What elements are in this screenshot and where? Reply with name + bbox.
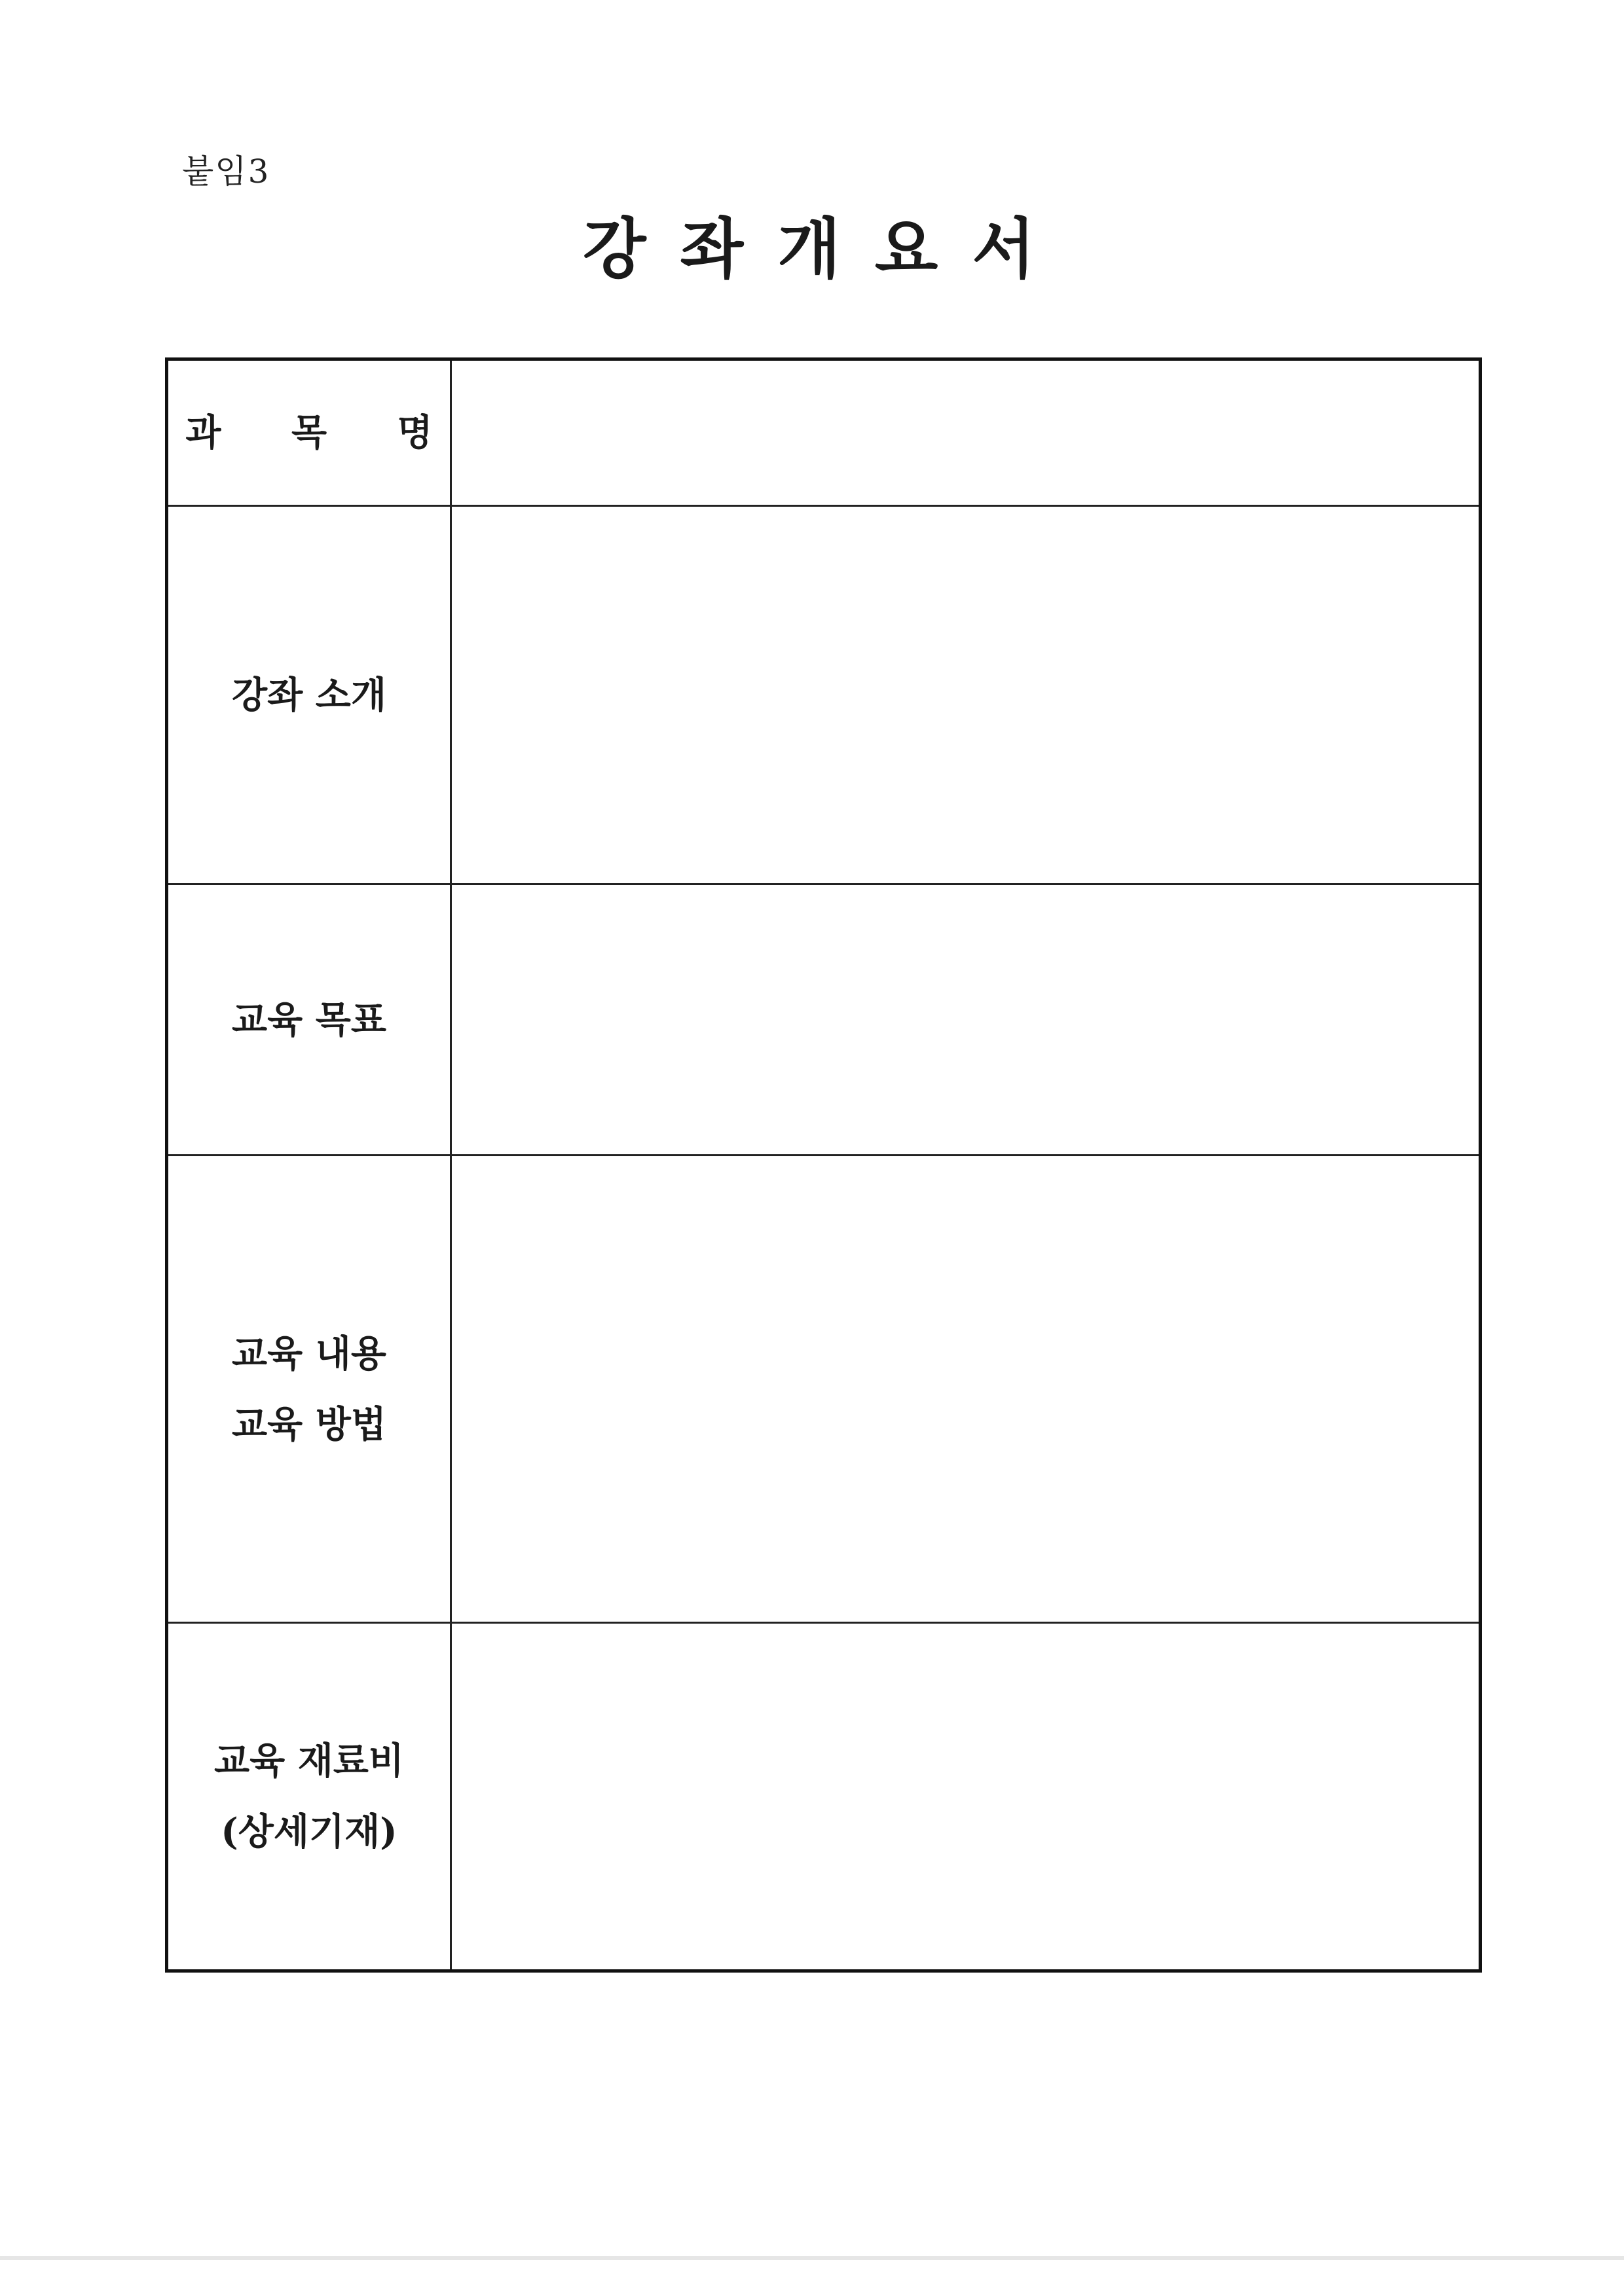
subject-name-label	[167, 359, 462, 506]
method-label-text: 교육 방법	[232, 1402, 386, 1446]
course-intro-field[interactable]	[451, 506, 1481, 884]
material-cost-field[interactable]	[451, 1623, 1481, 1971]
course-intro-label-text: 강좌 소개	[232, 673, 386, 717]
education-goal-label-text: 교육 목표	[232, 998, 386, 1042]
subject-name-field[interactable]	[451, 359, 1481, 506]
education-goal-field[interactable]	[451, 884, 1481, 1156]
document-title: 강좌개요서	[583, 210, 1069, 287]
education-goal-label	[167, 884, 451, 1156]
material-cost-label-text: 교육 재료비	[214, 1740, 404, 1783]
attachment-label: 붙임3	[182, 153, 270, 191]
course-intro-label	[167, 506, 451, 884]
course-summary-form	[165, 357, 1482, 1973]
scan-edge-line	[0, 2256, 1624, 2260]
material-cost-label	[167, 1623, 451, 1971]
form-row-course-intro	[167, 506, 1481, 884]
form-row-content-method	[167, 1156, 1481, 1623]
material-cost-detail-text: (상세기재)	[221, 1810, 397, 1853]
content-label-text: 교육 내용	[232, 1332, 386, 1376]
content-method-field[interactable]	[451, 1156, 1481, 1623]
content-method-label	[167, 1156, 451, 1623]
form-row-subject-name	[167, 359, 1481, 506]
form-row-material-cost	[167, 1623, 1481, 1971]
subject-name-label-text: 과 목 명	[185, 411, 462, 454]
form-row-education-goal	[167, 884, 1481, 1156]
